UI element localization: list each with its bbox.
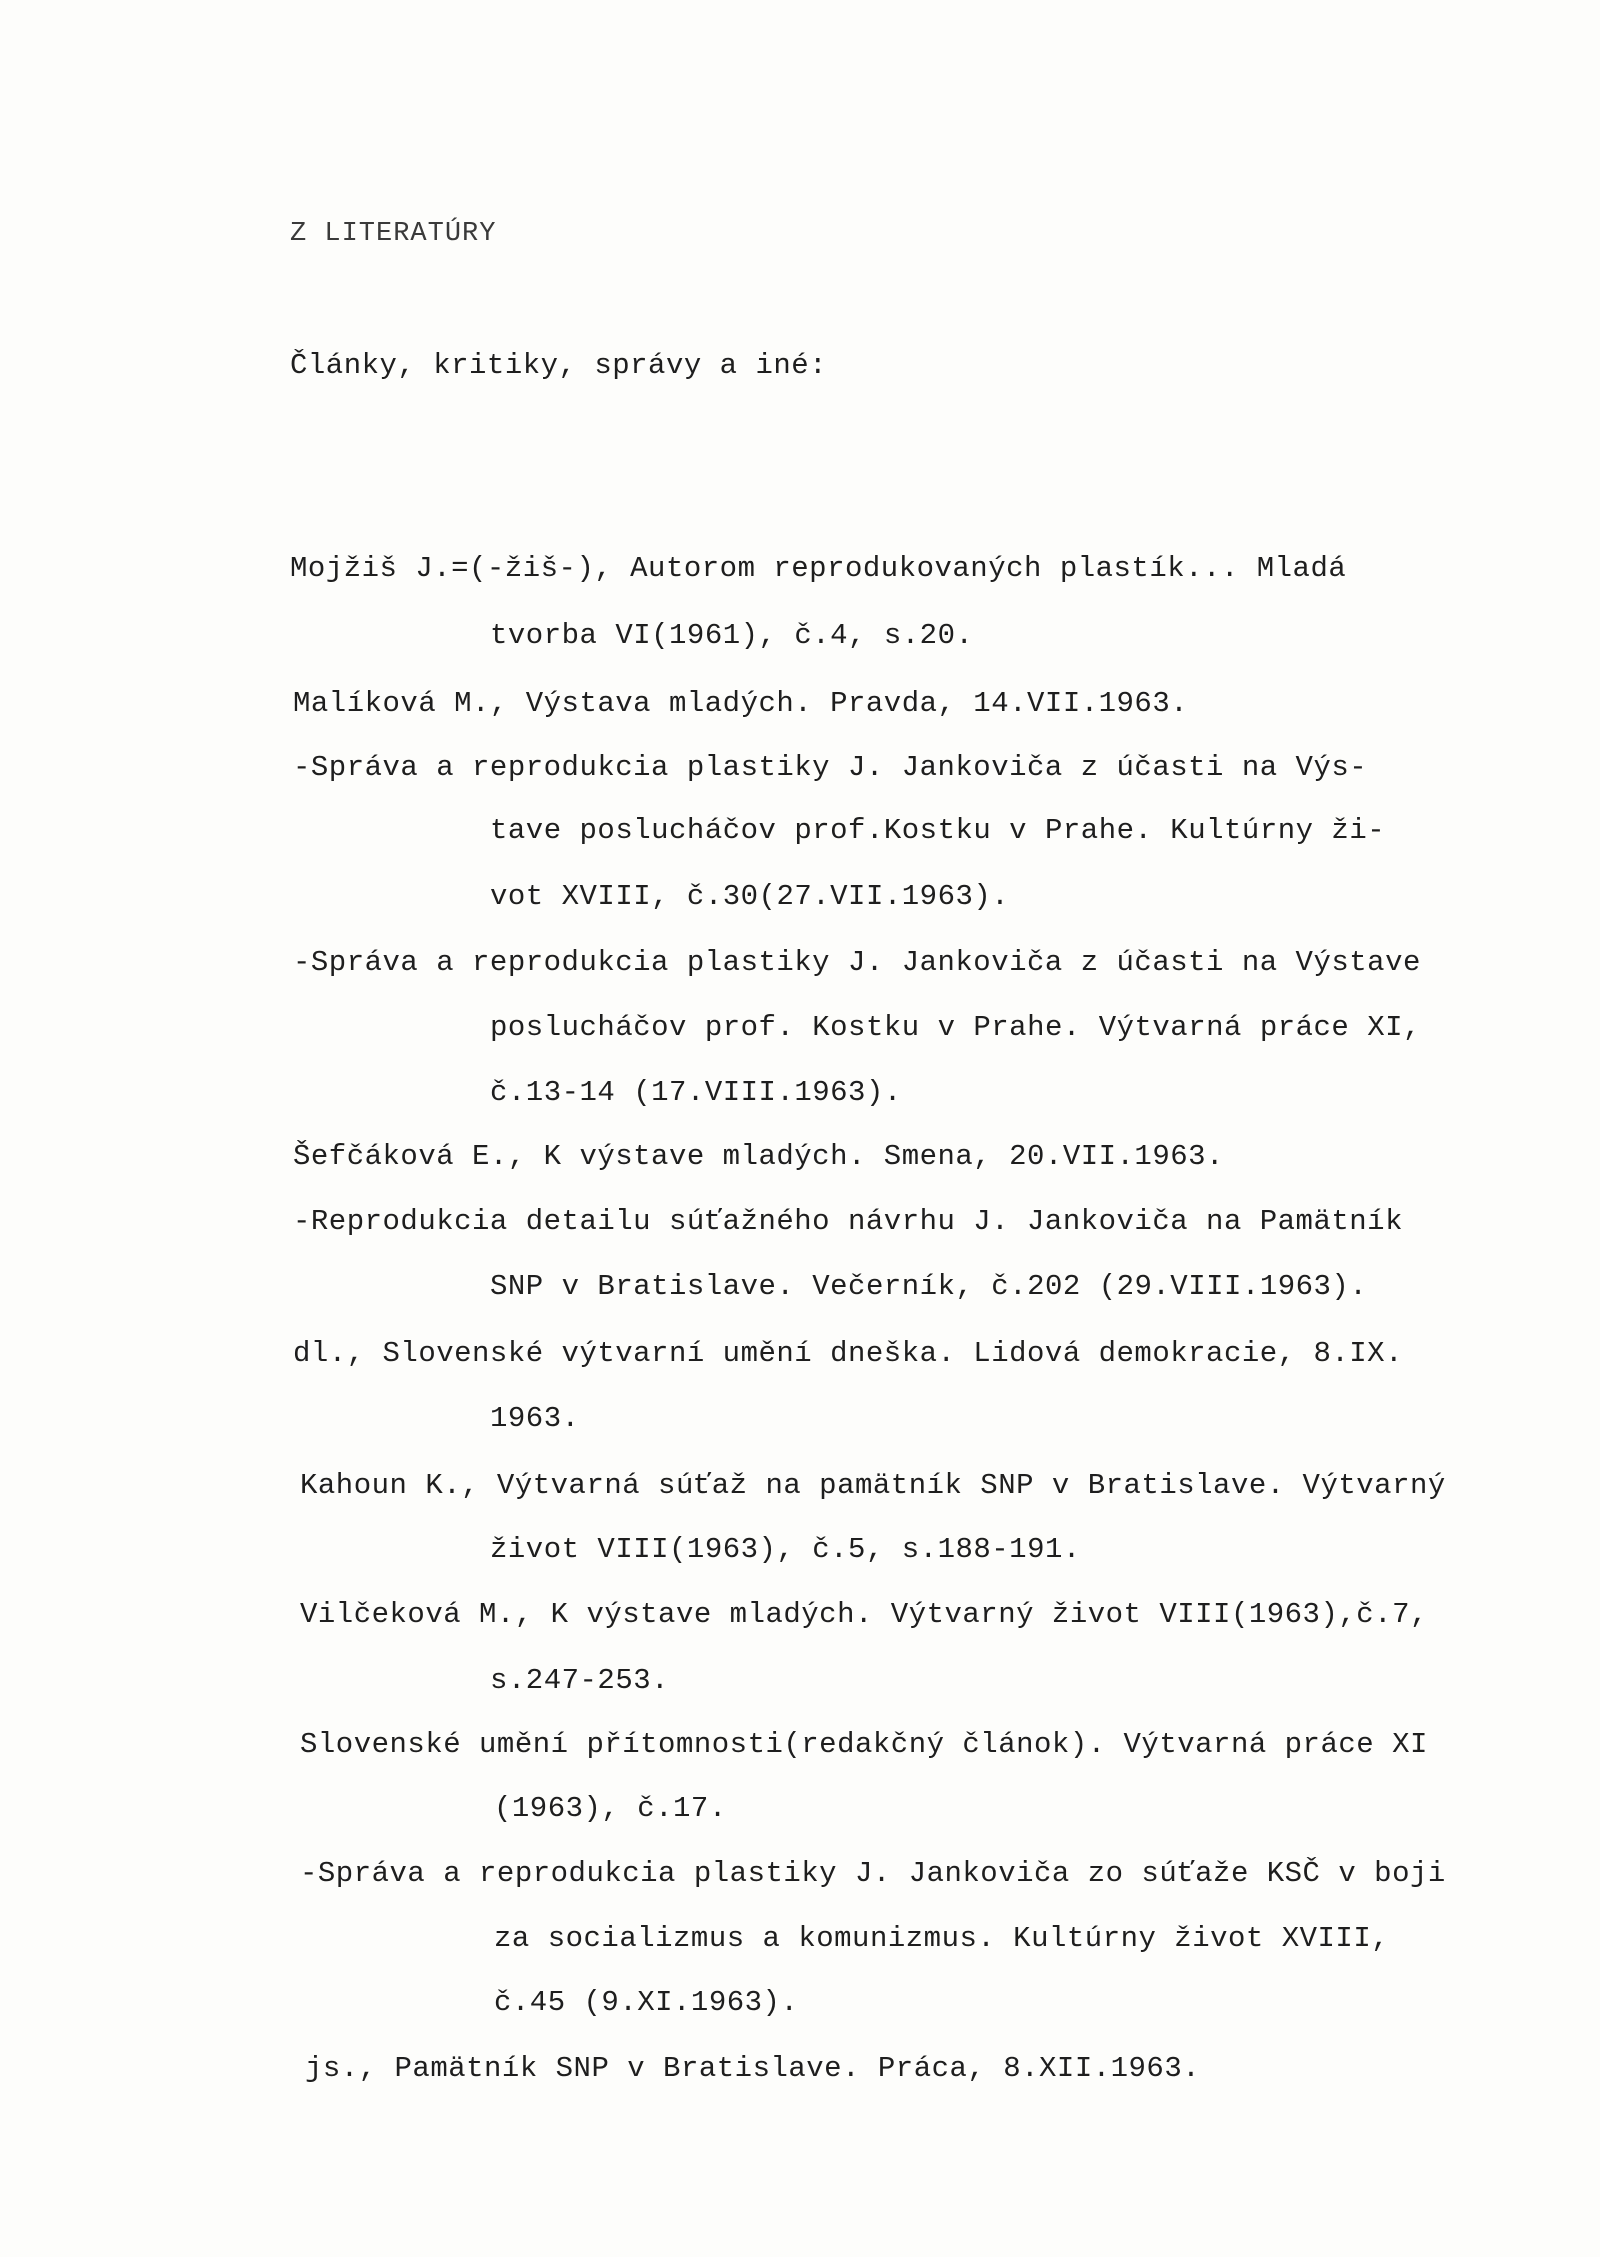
entry-2-line-0: -Správa a reprodukcia plastiky J. Jankoviča z účasti na Výs-	[293, 751, 1368, 784]
entry-6-line-0: dl., Slovenské výtvarní umění dneška. Lidová demokracie, 8.IX.	[293, 1337, 1403, 1370]
entry-2-line-1: tave poslucháčov prof.Kostku v Prahe. Kultúrny ži-	[490, 814, 1386, 847]
entry-3-line-0: -Správa a reprodukcia plastiky J. Jankoviča z účasti na Výstave	[293, 946, 1421, 979]
entry-0-line-1: tvorba VI(1961), č.4, s.20.	[490, 619, 974, 652]
entry-4-line-0: Šefčáková E., K výstave mladých. Smena, 20.VII.1963.	[293, 1140, 1224, 1173]
entry-11-line-0: js., Pamätník SNP v Bratislave. Práca, 8.XII.1963.	[305, 2052, 1201, 2085]
page-heading: Z LITERATÚRY	[290, 219, 497, 249]
entry-9-line-1: (1963), č.17.	[494, 1792, 727, 1825]
entry-7-line-0: Kahoun K., Výtvarná súťaž na pamätník SNP v Bratislave. Výtvarný	[300, 1469, 1446, 1502]
entry-10-line-1: za socializmus a komunizmus. Kultúrny život XVIII,	[494, 1922, 1390, 1955]
entry-2-line-2: vot XVIII, č.30(27.VII.1963).	[490, 880, 1010, 913]
entry-3-line-2: č.13-14 (17.VIII.1963).	[490, 1076, 902, 1109]
entry-8-line-0: Vilčeková M., K výstave mladých. Výtvarný život VIII(1963),č.7,	[300, 1598, 1428, 1631]
entry-6-line-1: 1963.	[490, 1402, 580, 1435]
entry-7-line-1: život VIII(1963), č.5, s.188-191.	[490, 1533, 1081, 1566]
entry-9-line-0: Slovenské umění přítomnosti(redakčný článok). Výtvarná práce XI	[300, 1728, 1428, 1761]
section-subheading: Články, kritiky, správy a iné:	[290, 349, 828, 382]
entry-10-line-0: -Správa a reprodukcia plastiky J. Jankoviča zo súťaže KSČ v boji	[300, 1857, 1446, 1890]
entry-3-line-1: poslucháčov prof. Kostku v Prahe. Výtvarná práce XI,	[490, 1011, 1421, 1044]
entry-10-line-2: č.45 (9.XI.1963).	[494, 1986, 799, 2019]
entry-5-line-0: -Reprodukcia detailu súťažného návrhu J. Jankoviča na Pamätník	[293, 1205, 1403, 1238]
entry-5-line-1: SNP v Bratislave. Večerník, č.202 (29.VIII.1963).	[490, 1270, 1368, 1303]
entry-0-line-0: Mojžiš J.=(-žiš-), Autorom reprodukovaných plastík... Mladá	[290, 552, 1347, 585]
entry-8-line-1: s.247-253.	[490, 1664, 670, 1697]
entry-1-line-0: Malíková M., Výstava mladých. Pravda, 14.VII.1963.	[293, 687, 1189, 720]
